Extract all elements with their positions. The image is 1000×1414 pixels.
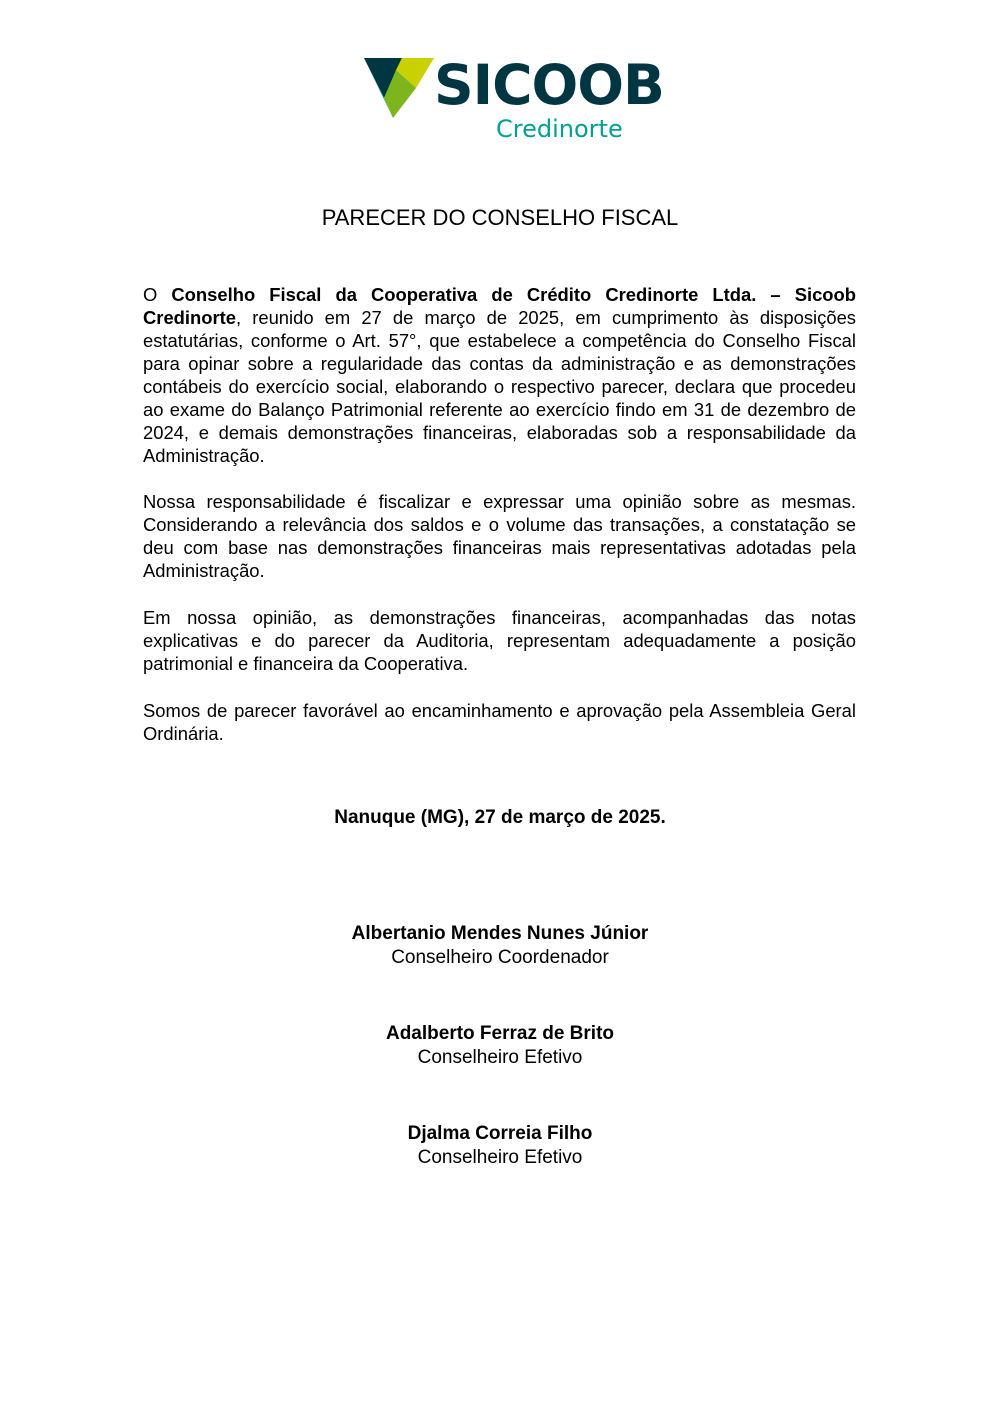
signature-role: Conselheiro Efetivo bbox=[417, 1147, 583, 1168]
signature-name: Djalma Correia Filho bbox=[407, 1123, 593, 1144]
paragraph-intro bbox=[143, 283, 856, 467]
place-date: Nanuque (MG), 27 de março de 2025. bbox=[334, 807, 666, 828]
page-title: PARECER DO CONSELHO FISCAL bbox=[321, 205, 679, 230]
paragraph-responsibility: Nossa responsabilidade é fiscalizar e expressar uma opinião sobre as mesmas. Considerando a relevância dos saldos e o volume das transações, a constatação se deu com base nas demonstrações financeiras mais representativas adotadas pela Administração. bbox=[143, 491, 856, 581]
paragraph-opinion: Em nossa opinião, as demonstrações financeiras, acompanhadas das notas explicativas e do parecer da Auditoria, representam adequadamente a posição patrimonial e financeira da Cooperativa. bbox=[143, 607, 856, 674]
paragraph-intro-lead: O bbox=[143, 284, 172, 305]
signature-name: Adalberto Ferraz de Brito bbox=[385, 1023, 615, 1044]
signature-role: Conselheiro Efetivo bbox=[417, 1047, 583, 1068]
sicoob-logo bbox=[364, 53, 664, 146]
sicoob-logo-mark-icon bbox=[364, 58, 434, 122]
paragraph-intro-body: , reunido em 27 de março de 2025, em cumprimento às disposições estatutárias, conforme o Art. 57°, que estabelece a competência do Conselho Fiscal para opinar sobre a regularidade das contas da administração e as demonstrações contábeis do exercício social, elaborando o respectivo parecer, declara que procedeu ao exame do Balanço Patrimonial referente ao exercício findo em 31 de dezembro de 2024, e demais demonstrações financeiras, elaboradas sob a responsabilidade da Administração. bbox=[143, 307, 856, 466]
signature-name: Albertanio Mendes Nunes Júnior bbox=[351, 923, 649, 944]
paragraph-recommendation: Somos de parecer favorável ao encaminhamento e aprovação pela Assembleia Geral Ordinária. bbox=[143, 700, 856, 744]
logo-wordmark: SICOOB bbox=[434, 53, 664, 117]
signature-role: Conselheiro Coordenador bbox=[391, 947, 609, 968]
logo-subtitle: Credinorte bbox=[496, 115, 623, 143]
paragraph-intro-entity: Conselho Fiscal da Cooperativa de Crédito Credinorte Ltda. – Sicoob Credinorte bbox=[143, 284, 856, 328]
